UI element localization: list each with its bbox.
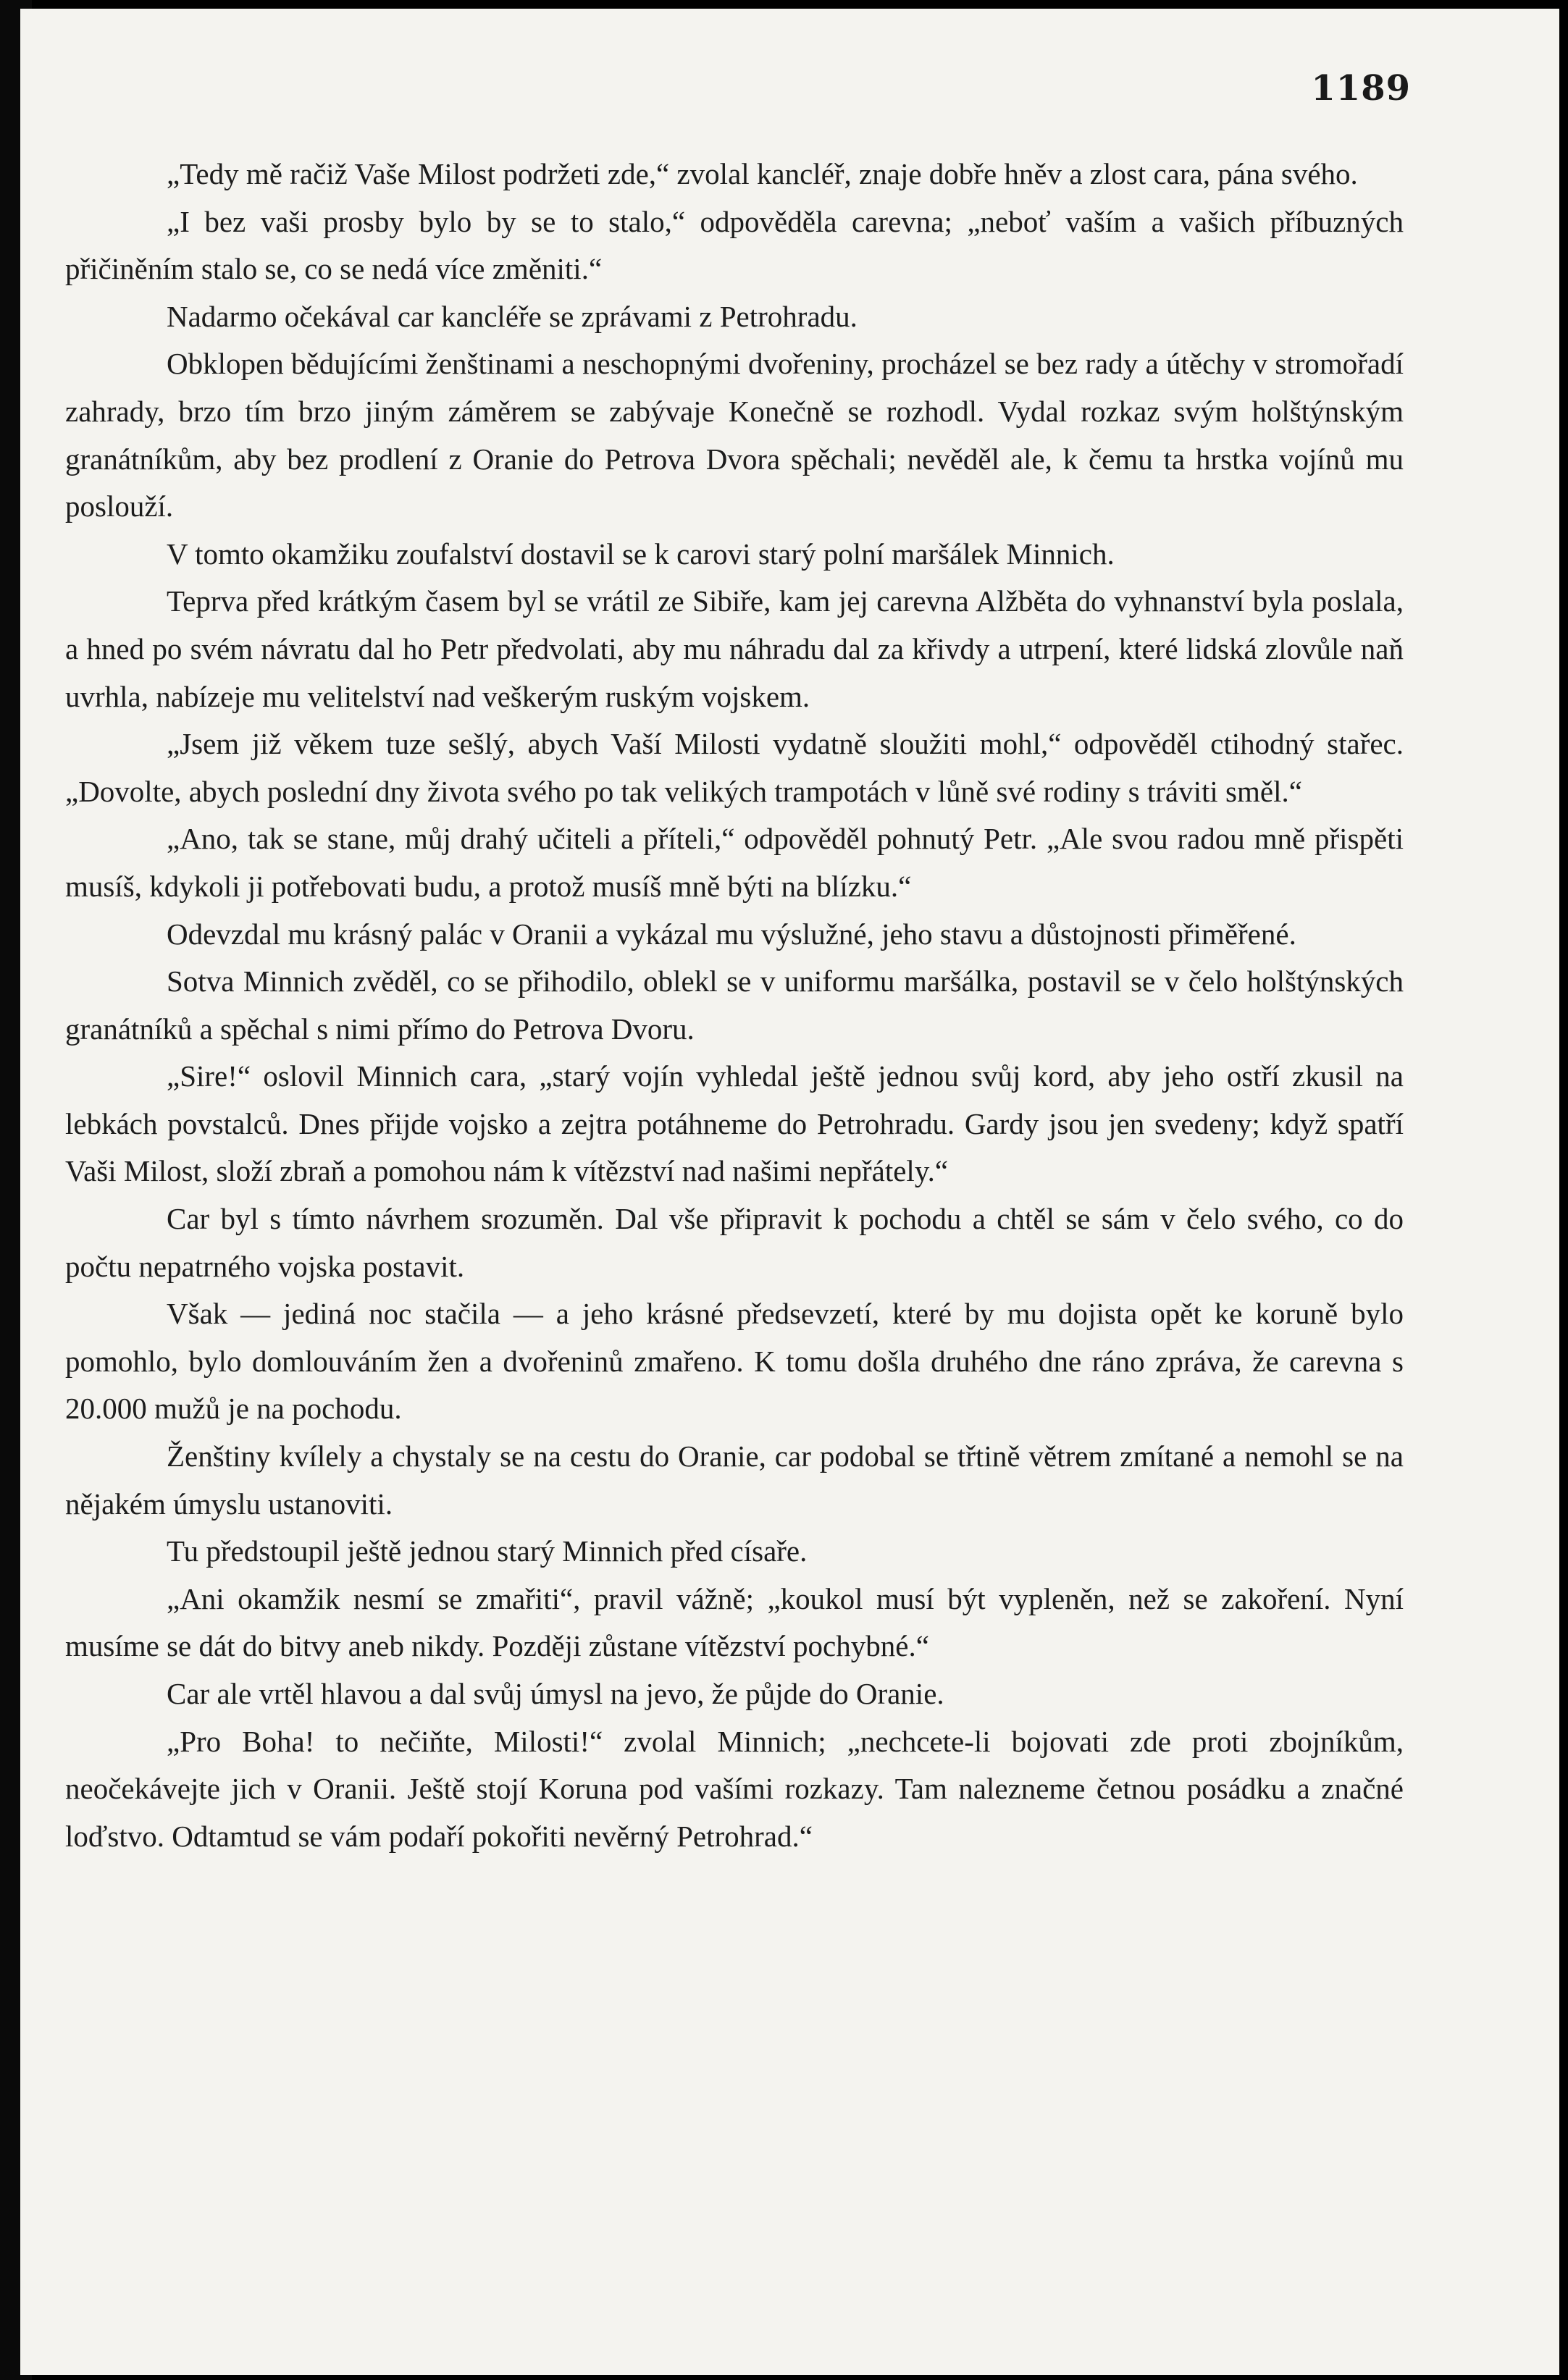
paragraph: Tu předstoupil ještě jednou starý Minnich před císaře. [167,1534,808,1568]
paragraph: Sotva Minnich zvěděl, co se přihodilo, oblekl se v uniformu maršálka, postavil se v čelo holštýnských granátníků a spěchal s nimi přímo do Petrova Dvoru. [65,964,1404,1046]
page-number: 1189 [1311,68,1411,109]
paragraph: Ženštiny kvílely a chystaly se na cestu do Oranie, car podobal se třtině větrem zmítané a nemohl se na nějakém úmyslu ustanoviti. [65,1439,1404,1521]
paragraph: Nadarmo očekával car kancléře se zprávami z Petrohradu. [167,299,858,333]
paragraph: Car ale vrtěl hlavou a dal svůj úmysl na jevo, že půjde do Oranie. [167,1677,944,1710]
paragraph: Teprva před krátkým časem byl se vrátil ze Sibiře, kam jej carevna Alžběta do vyhnanství byla poslala, a hned po svém návratu dal ho Petr předvolati, aby mu náhradu dal za křivdy a utrpení, které lidská zlovůle naň uvrhla, nabízeje mu velitelství nad veškerým ruským vojskem. [65,584,1404,713]
paragraph: „I bez vaši prosby bylo by se to stalo,“ odpověděla carevna; „neboť vaším a vašich příbuzných přičiněním stalo se, co se nedá více změniti.“ [65,204,1404,286]
paragraph: „Sire!“ oslovil Minnich cara, „starý vojín vyhledal ještě jednou svůj kord, aby jeho ostří zkusil na lebkách povstalců. Dnes přijde vojsko a zejtra potáhneme do Petrohradu. Gardy jsou jen svedeny; když spatří Vaši Milost, složí zbraň a pomohou nám k vítězství nad našimi nepřátely.“ [65,1059,1404,1188]
paragraph: V tomto okamžiku zoufalství dostavil se k carovi starý polní maršálek Minnich. [167,537,1115,571]
book-page [20,9,1559,2375]
paragraph: Odevzdal mu krásný palác v Oranii a vykázal mu výslužné, jeho stavu a důstojnosti přiměřené. [167,917,1296,951]
body-text [65,151,1404,1860]
paragraph: „Pro Boha! to nečiňte, Milosti!“ zvolal Minnich; „nechcete-li bojovati zde proti zbojníkům, neočekávejte jich v Oranii. Ještě stojí Koruna pod vašími rozkazy. Tam nalezneme četnou posádku a značné loďstvo. Odtamtud se vám podaří pokořiti nevěrný Petrohrad.“ [65,1724,1404,1853]
paragraph: „Ano, tak se stane, můj drahý učiteli a příteli,“ odpověděl pohnutý Petr. „Ale svou radou mně přispěti musíš, kdykoli ji potřebovati budu, a protož musíš mně býti na blízku.“ [65,822,1404,903]
paragraph: Obklopen bědujícími ženštinami a neschopnými dvořeniny, procházel se bez rady a útěchy v stromořadí zahrady, brzo tím brzo jiným záměrem se zabývaje Konečně se rozhodl. Vydal rozkaz svým holštýnským granátníkům, aby bez prodlení z Oranie do Petrova Dvora spěchali; nevěděl ale, k čemu ta hrstka vojínů mu poslouží. [65,347,1404,523]
paragraph: Car byl s tímto návrhem srozuměn. Dal vše připravit k pochodu a chtěl se sám v čelo svého, co do počtu nepatrného vojska postavit. [65,1202,1404,1283]
paragraph: „Tedy mě račiž Vaše Milost podržeti zde,“ zvolal kancléř, znaje dobře hněv a zlost cara, pána svého. [167,157,1358,190]
paragraph: „Jsem již věkem tuze sešlý, abych Vaší Milosti vydatně sloužiti mohl,“ odpověděl ctihodný stařec. „Dovolte, abych poslední dny života svého po tak velikých trampotách v lůně své rodiny s tráviti směl.“ [65,727,1404,808]
paragraph: „Ani okamžik nesmí se zmařiti“, pravil vážně; „koukol musí být vypleněn, než se zakoření. Nyní musíme se dát do bitvy aneb nikdy. Později zůstane vítězství pochybné.“ [65,1581,1404,1663]
paragraph: Však — jediná noc stačila — a jeho krásné předsevzetí, které by mu dojista opět ke koruně bylo pomohlo, bylo domlouváním žen a dvořeninů zmařeno. K tomu došla druhého dne ráno zpráva, že carevna s 20.000 mužů je na pochodu. [65,1297,1404,1426]
